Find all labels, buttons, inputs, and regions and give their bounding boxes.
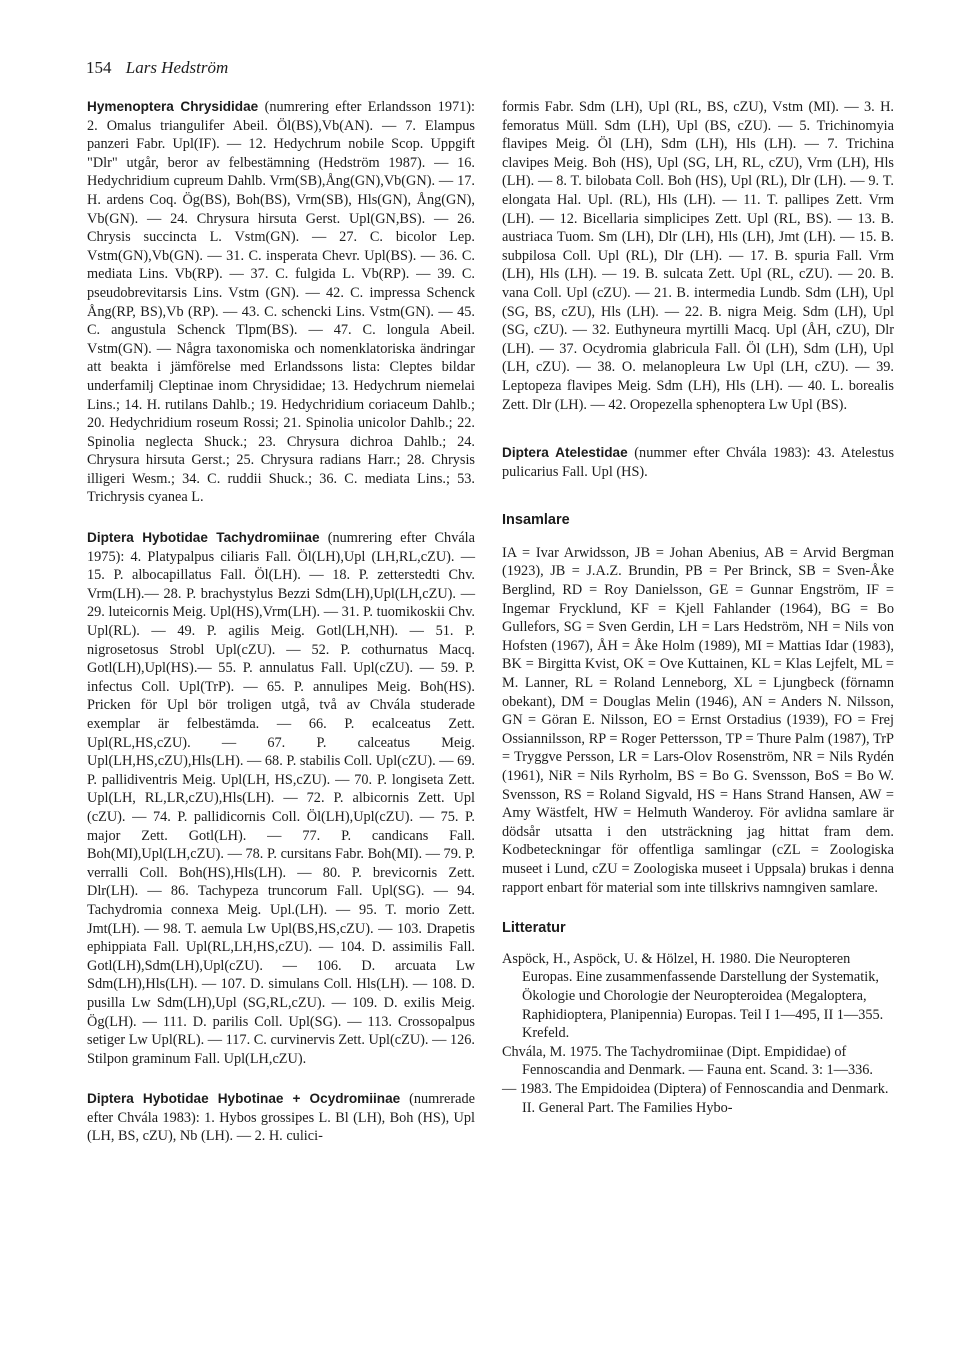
chrysididae-section — [87, 98, 475, 507]
atelestidae-heading: Diptera Atelestidae — [502, 445, 628, 461]
hybotinae-continuation: formis Fabr. Sdm (LH), Upl (RL, BS, cZU), Vstm (MI). — 3. H. femoratus Müll. Sdm (LH), Upl (BS, cZU). — 5. Trichinomyia flavipes Meig. Öl (LH), Sdm (LH), Hls (LH). — 7. Trichina clavipes Meig. Boh (HS), Upl (SG, LH, RL, cZU), Vrm (LH), Hls (LH). — 8. T. bilobata Coll. Boh (HS), Upl (RL), Dlr (LH). — 9. T. elongata Hal. Upl. (RL), Hls (LH). — 11. T. pallipes Zett. Vrm (LH). — 12. Bicellaria simplicipes Zett. Upl (RL, BS). — 13. B. austriaca Tuom. Sm (LH), Dlr (LH), Hls (LH), Jmt (LH). — 15. B. subpilosa Coll. Upl (RL), Dlr (LH). — 17. B. spuria Fall. Vrm (LH), Hls (LH). — 19. B. sulcata Zett. Upl (RL, cZU). — 20. B. vana Coll. Upl (cZU). — 21. B. intermedia Lundb. Sdm (LH), Upl (SG, BS, cZU), Hls (LH). — 22. B. nigra Meig. Sdm (LH), Upl (SG, cZU). — 32. Euthyneura myrtilli Macq. Upl (ÅH, cZU), Dlr (LH). — 37. Ocydromia glabricula Fall. Öl (LH), Sdm (LH), Upl (LH, cZU). — 38. O. melanopleura Lw Upl (LH, cZU). — 39. Leptopeza flavipes Meig. Sdm (LH), Hls (LH). — 40. L. borealis Zett. Dlr (LH). — 42. Oropezella sphenoptera Lw Upl (BS). — [502, 99, 894, 413]
hybotinae-heading: Diptera Hybotidae Hybotinae + Ocydromiinae — [87, 1091, 401, 1107]
chrysididae-text: (numrering efter Erlandsson 1971): 2. Omalus triangulifer Abeil. Öl(BS),Vb(AN). — 7. Elampus panzeri Fabr. Upl(IF). — 12. Hedychrum nobile Scop. Uppgift "Dlr" utgår, beror av felbestämning (Hedström 1987). — 16. Hedychridium cupreum Dahlb. Vrm(SB),Ång(GN),Vb(GN). — 17. H. ardens Coq. Ög(BS), Boh(BS), Vrm(SB), Hls(GN), Ång(GN), Vb(GN). — 24. Chrysura hirsuta Gerst. Upl(GN,BS). — 26. Chrysis succincta L. Vstm(GN). — 27. C. bicolor Lep. Vstm(GN),Vb(GN). — 31. C. insperata Chevr. Upl(BS). — 36. C. mediata Lins. Vb(RP). — 37. C. fulgida L. Vb(RP). — 39. C. pseudobrevitarsis Lins. Vstm (GN). — 42. C. impressa Schenck Ång(RP, BS),Vb (RP). — 43. C. schencki Lins. Vstm(GN). — 45. C. angustula Schenck Tlpm(BS). — 47. C. longula Abeil. Vstm(GN). — Några taxonomiska och nomenklatoriska ändringar att beakta i jämförelse med Erlandssons lista: Cleptes bildar underfamilj Cleptinae inom Chrysididae; 13. Hedychrum niemelai Lins.; 14. H. rutilans Dahlb.; 19. Hedychridium coriaceum Dahlb.; 20. Hedychridium roseum Rossi; 21. Spinolia unicolor Dahlb.; 22. Spinolia neglecta Shuck.; 23. Chrysura dichroa Dahlb.; 24. Chrysura hirsuta Gerst.; 25. Chrysura radians Harr.; 28. Chrysis illigeri Wesm.; 34. C. ruddii Shuck.; 36. C. mediata Lins.; 53. Trichrysis cyanea L. — [87, 99, 475, 506]
page-number: 154 — [86, 58, 112, 77]
chrysididae-heading: Hymenoptera Chrysididae — [87, 99, 259, 114]
reference-item: Aspöck, H., Aspöck, U. & Hölzel, H. 1980. Die Neuropteren Europas. Eine zusammenfassende Darstellung der Systematik, Ökologie und Chorologie der Neuropteroidea (Megaloptera, Raphidioptera, Planipennia) Europas. Teil I 1—495, II 1—355. Krefeld. — [502, 950, 884, 1042]
insamlare-text: IA = Ivar Arwidsson, JB = Johan Abenius, AB = Arvid Bergman (1923), JB = J.A.Z. Brundin, PB = Per Brinck, SB = Sven-Åke Berglind, RD = Roy Danielsson, GE = Gunnar Engström, IF = Ingemar Frycklund, KF = Kjell Fahlander (1964), BG = Bo Gullefors, SG = Sven Gerdin, LH = Lars Hedström, NH = Nils von Hofsten (1967), ÅH = Åke Holm (1989), MI = Mattias Idar (1983), BK = Birgitta Kvist, OK = Ove Kuttainen, KL = Klas Lejfelt, ML = M. Lanner, RL = Roland Lenneborg, XL = Ljungbeck (förnamn obekant), DM = Douglas Melin (1946), AN = Anders N. Nilsson, GN = Göran E. Nilsson, EO = Ernst Orstadius (1939), FO = Frej Ossiannilsson, RP = Roger Pettersson, TP = Thure Palm (1987), TrP = Tryggve Persson, LR = Lars-Olov Rosenström, NR = Nils Rydén (1961), NiR = Nils Ryrholm, BS = Bo G. Svensson, BoS = Bo W. Svensson, RS = Roland Sigvald, HS = Hans Strand Hansen, AW = Amy Wästfelt, HW = Helmuth Wanderoy. För avlidna samlare är dödsår utsatta i den utsträckning jag hittat fram dem. Kodbeteckningar för offentliga samlingar (cZL = Zoologiska museet i Lund, cZU = Zoologiska museet i Uppsala) brukas i denna rapport enbart för material som inte tillskrivs namngiven samlare. — [502, 544, 894, 896]
hybotinae-text: (numrerade efter Chvála 1983): 1. Hybos grossipes L. Bl (LH), Boh (HS), Upl (LH, BS, cZU), Nb (LH). — 2. H. culici- — [87, 1091, 475, 1145]
page-header — [86, 58, 228, 78]
right-column — [502, 98, 894, 1117]
litteratur-heading: Litteratur — [502, 920, 566, 937]
tachydromiinae-section — [87, 529, 475, 1068]
insamlare-heading: Insamlare — [502, 512, 570, 529]
tachydromiinae-text: (numrering efter Chvála 1975): 4. Platypalpus ciliaris Fall. Öl(LH),Upl (LH,RL,cZU). — 15. P. albocapillatus Fall. Öl(LH). — 18. P. zetterstedti Chv. Vrm(LH).— 28. P. brachystylus Bezzi Sdm(LH),Upl(LH,cZU). — 29. luteicornis Meig. Upl(HS),Vrm(LH). — 31. P. tuomikoskii Chv. Upl(RL). — 49. P. agilis Meig. Gotl(LH,NH). — 51. P. nigrosetosus Strobl Upl(cZU). — 52. P. cothurnatus Macq. Gotl(LH),Upl(HS).— 55. P. annulatus Fall. Upl(cZU). — 59. P. infectus Coll. Upl(TrP). — 65. P. annulipes Meig. Boh(HS). Pricken för Upl bör troligen utgå, två av Chvála studerade exemplar är felbestämda. — 66. P. ecalceatus Zett. Upl(RL,HS,cZU). — 67. P. calceatus Meig. Upl(LH,HS,cZU),Hls(LH). — 68. P. stabilis Coll. Upl(cZU). — 69. P. pallidiventris Meig. Upl(LH, HS,cZU). — 70. P. longiseta Zett. Upl(LH, RL,LR,cZU),Hls(LH). — 72. P. albicornis Zett. Upl (cZU). — 74. P. pallidicornis Coll. Öl(LH),Upl(cZU). — 75. P. major Zett. Gotl(LH). — 77. P. candicans Fall. Boh(MI),Upl(LH,cZU). — 78. P. cursitans Fabr. Boh(MI). — 79. P. verralli Coll. Boh(HS),Hls(LH). — 80. P. brevicornis Zett. Dlr(LH). — 86. Tachypeza truncorum Fall. Upl(SG). — 94. Tachydromia connexa Meig. Upl.(LH). — 95. T. morio Zett. Jmt(LH). — 98. T. aemula Lw Upl(BS,HS,cZU). — 103. Drapetis ephippiata Fall. Upl(RL,LH,HS,cZU). — 104. D. assimilis Fall. Gotl(LH),Sdm(LH),Upl(cZU). — 106. D. arcuata Lw Sdm(LH),Hls(LH). — 107. D. simulans Coll. Hls(LH). — 108. D. pusilla Lw Sdm(LH),Upl (SG,RL,cZU). — 109. D. exilis Meig. Ög(LH). — 111. D. parilis Coll. Upl(SG). — 113. Crossopalpus setiger Lw Upl(RL). — 117. C. curvinervis Zett. Upl(cZU). — 126. Stilpon graminum Fall. Upl(LH,cZU). — [87, 530, 476, 1067]
reference-item: — 1983. The Empidoidea (Diptera) of Fennoscandia and Denmark. II. General Part. The Families Hybo- — [502, 1080, 889, 1116]
left-column — [87, 98, 475, 1146]
atelestidae-section — [502, 444, 894, 481]
tachydromiinae-heading: Diptera Hybotidae Tachydromiinae — [87, 530, 320, 546]
hybotinae-section — [87, 1090, 475, 1146]
running-author: Lars Hedström — [125, 58, 229, 77]
atelestidae-text: (nummer efter Chvála 1983): 43. Atelestus pulicarius Fall. Upl (HS). — [502, 445, 895, 480]
reference-item: Chvála, M. 1975. The Tachydromiinae (Dipt. Empididae) of Fennoscandia and Denmark. — Fauna ent. Scand. 3: 1—336. — [502, 1043, 873, 1079]
